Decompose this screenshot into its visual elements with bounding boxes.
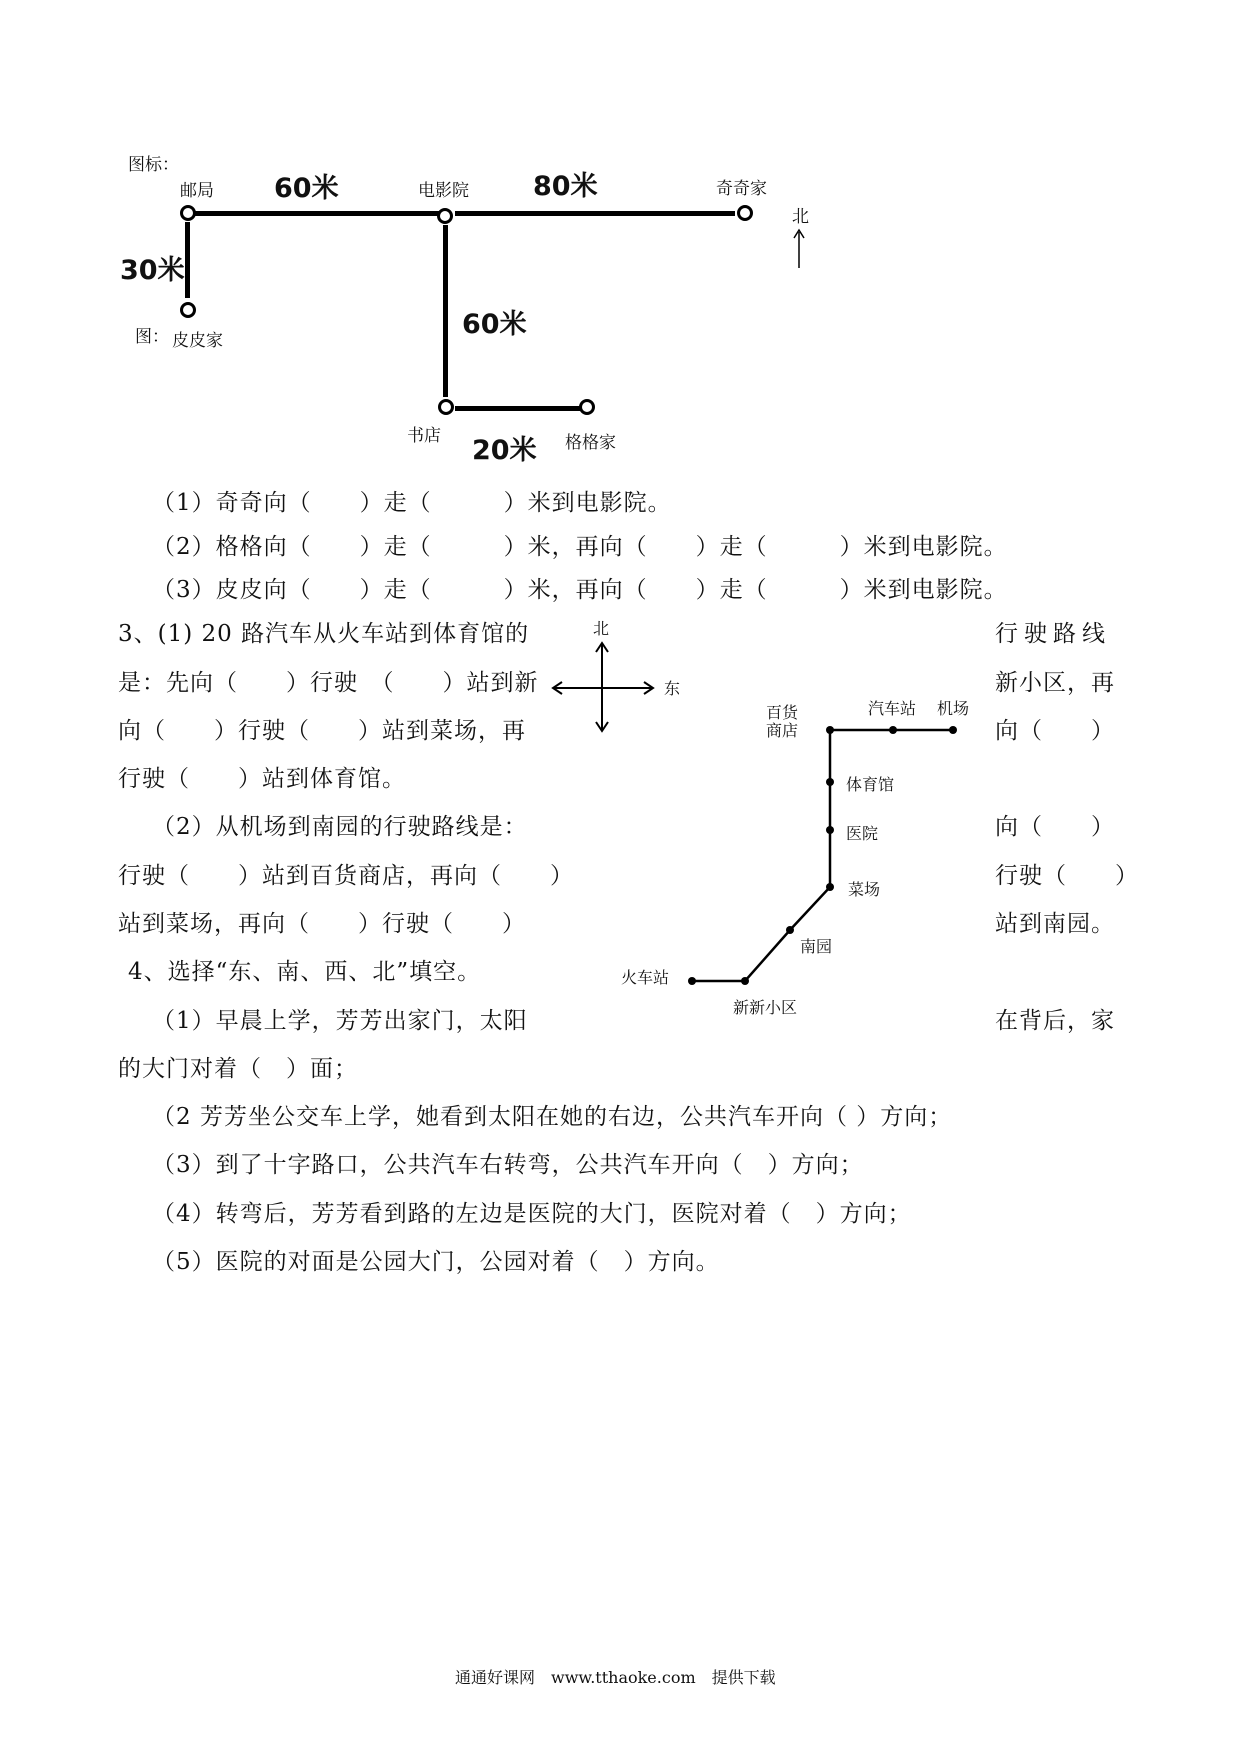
distance-bookstore-gege: 20米 [472, 435, 537, 466]
q4-title: 4、选择“东、南、西、北”填空。 [128, 959, 482, 985]
q3-right-2: 新小区，再 [995, 670, 1115, 696]
label-market: 菜场 [848, 880, 881, 899]
distance-cinema-qiqi: 80米 [533, 171, 598, 202]
q3-line-5: （2）从机场到南园的行驶路线是： [152, 814, 528, 840]
node-bookstore [438, 399, 454, 415]
label-hospital: 医院 [846, 824, 879, 843]
label-pipi-home: 皮皮家 [172, 331, 223, 351]
distance-post-pipi: 30米 [120, 255, 185, 286]
q4-line-1: （1）早晨上学，芳芳出家门，太阳 [152, 1008, 528, 1034]
q3-line-4: 行驶（ ）站到体育馆。 [118, 766, 406, 792]
stop-dept-store [826, 726, 834, 734]
q3-line-2: 是：先向（ ）行驶 （ ）站到新 [118, 670, 539, 696]
q4-line-6: （5）医院的对面是公园大门，公园对着（ ）方向。 [152, 1249, 720, 1275]
label-dept-store-1: 百货 [766, 703, 799, 722]
compass-icon [550, 640, 660, 734]
road-bookstore-gege [455, 406, 580, 411]
stop-airport [949, 726, 957, 734]
q3-right-5: 向（ ） [995, 814, 1115, 840]
label-qiqi-home: 奇奇家 [716, 179, 767, 199]
label-airport: 机场 [937, 699, 970, 718]
stop-xinxin [741, 977, 749, 985]
distance-post-cinema: 60米 [274, 173, 339, 204]
north-arrow-icon [792, 228, 806, 270]
stop-market [826, 883, 834, 891]
map-east-label: 东 [664, 679, 681, 698]
label-nanyuan: 南园 [800, 937, 833, 956]
label-cinema: 电影院 [418, 181, 469, 201]
label-xinxin: 新新小区 [733, 998, 798, 1017]
legend-prefix: 图标： [128, 155, 179, 175]
q3-right-6: 行驶（ ） [995, 863, 1139, 889]
q3-line-1: 3、(1) 20 路汽车从火车站到体育馆的 [118, 621, 530, 647]
north-label: 北 [792, 207, 809, 227]
label-dept-store-2: 商店 [766, 721, 799, 740]
page-footer: 通通好课网 www.tthaoke.com 提供下载 [455, 1668, 776, 1687]
label-train-station: 火车站 [621, 968, 670, 987]
stop-nanyuan [786, 926, 794, 934]
stop-train-station [688, 977, 696, 985]
q4-line-3: （2 芳芳坐公交车上学，她看到太阳在她的右边，公共汽车开向（ ）方向； [152, 1104, 953, 1130]
label-bookstore: 书店 [407, 426, 441, 446]
distance-cinema-bookstore: 60米 [462, 309, 527, 340]
node-qiqi-home [737, 205, 753, 221]
q3-line-3: 向（ ）行驶（ ）站到菜场，再 [118, 718, 526, 744]
node-cinema [437, 208, 453, 224]
q2-item-2: （2）格格向（ ）走（ ）米，再向（ ）走（ ）米到电影院。 [152, 534, 1008, 560]
label-bus-station: 汽车站 [868, 699, 917, 718]
road-cinema-qiqi [455, 211, 735, 216]
q4-line-2: 的大门对着（ ）面； [118, 1056, 358, 1082]
node-gege-home [579, 399, 595, 415]
road-post-pipi [185, 222, 190, 298]
q4-line-5: （4）转弯后，芳芳看到路的左边是医院的大门，医院对着（ ）方向； [152, 1201, 912, 1227]
node-pipi-home [180, 302, 196, 318]
road-post-cinema [190, 211, 443, 216]
stop-gym [826, 778, 834, 786]
road-cinema-bookstore [443, 225, 448, 397]
label-gym: 体育馆 [846, 775, 895, 794]
stop-hospital [826, 826, 834, 834]
q3-line-7: 站到菜场，再向（ ）行驶（ ） [118, 911, 526, 937]
node-post-office [180, 205, 196, 221]
q4-right-1: 在背后，家 [995, 1008, 1115, 1034]
q3-right-1: 行驶路线 [995, 621, 1111, 647]
stop-bus-station [889, 726, 897, 734]
map-north-label: 北 [593, 619, 610, 638]
q3-line-6: 行驶（ ）站到百货商店，再向（ ） [118, 863, 574, 889]
q3-right-3: 向（ ） [995, 718, 1115, 744]
label-gege-home: 格格家 [565, 433, 616, 453]
q4-line-4: （3）到了十字路口，公共汽车右转弯，公共汽车开向（ ）方向； [152, 1152, 864, 1178]
label-post-office: 邮局 [180, 181, 214, 201]
q2-item-3: （3）皮皮向（ ）走（ ）米，再向（ ）走（ ）米到电影院。 [152, 577, 1008, 603]
legend-fig: 图： [135, 327, 169, 347]
q3-right-7: 站到南园。 [995, 911, 1115, 937]
q2-item-1: （1）奇奇向（ ）走（ ）米到电影院。 [152, 490, 672, 516]
